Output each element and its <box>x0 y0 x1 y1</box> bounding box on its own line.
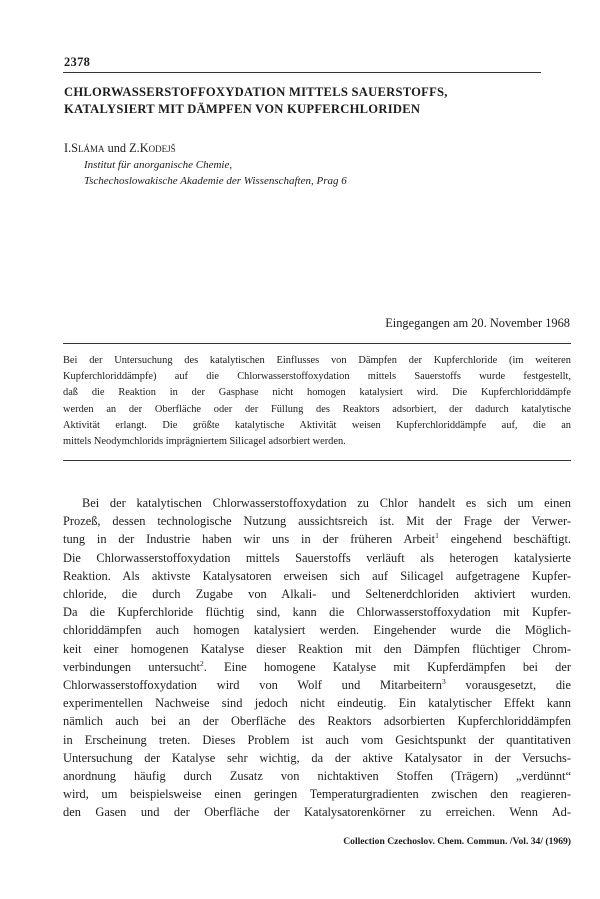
body-text-segment: eingehend beschäftigt. <box>438 532 571 547</box>
authors <box>64 141 176 156</box>
body-text-segment: tung in der Industrie haben wir uns in der früheren Arbeit <box>63 532 436 547</box>
affiliation-line-2: Tschechoslowakische Akademie der Wissenschaften, Prag 6 <box>84 175 347 187</box>
abstract <box>63 353 571 450</box>
body-line: experimentellen Nachweise sind jedoch nicht eindeutig. Ein katalytischer Effekt kann <box>63 696 571 711</box>
page-number: 2378 <box>64 55 91 69</box>
abstract-line: Aktivität erlangt. Die größte katalytische Aktivität weisen Kupferchloriddämpfe auf, die an <box>63 419 571 431</box>
affiliation-line-1: Institut für anorganische Chemie, <box>84 159 233 171</box>
reference-2: 2 <box>199 658 204 668</box>
body-text <box>63 494 571 822</box>
abstract-line: daß die Reaktion in der Gasphase nicht homogen katalysiert wird. Die Kupferchloriddämpfe <box>63 387 571 399</box>
author-1-initial: I. <box>64 141 72 155</box>
body-line: Bei der katalytischen Chlorwasserstoffoxydation zu Chlor handelt es sich um einen <box>82 496 571 510</box>
abstract-bottom-rule <box>63 460 571 461</box>
body-line: Reaktion. Als aktivste Katalysatoren erweisen sich auf Silicagel aufgetragene Kupfer- <box>63 568 571 583</box>
body-line: Prozeß, dessen technologische Nutzung aussichtsreich ist. Mit der Frage der Verwer- <box>63 514 571 529</box>
body-line: Die Chlorwasserstoffoxydation mittels Sauerstoffs verläuft als heterogen katalysierte <box>63 550 571 565</box>
affiliation <box>84 157 347 189</box>
body-line: den Gasen und der Oberfläche der Katalysatorenkörner zu erreichen. Wenn Ad- <box>63 805 571 820</box>
body-line: chloride, die durch Zugabe von Alkali- und Seltenerdchloriden aktiviert wurden. <box>63 587 571 602</box>
body-text-segment: Chlorwasserstoffoxydation wird von Wolf und Mitarbeitern <box>63 678 442 693</box>
title-line-2: KATALYSIERT MIT DÄMPFEN VON KUPFERCHLORIDEN <box>64 102 421 116</box>
body-text-segment: verbindungen untersucht <box>63 659 200 674</box>
article-title <box>64 84 544 118</box>
body-line: nämlich auch bei an der Oberfläche des Reaktors adsorbierten Kupferchloriddämpfen <box>63 714 571 729</box>
body-line <box>63 530 571 548</box>
body-text-segment: vorausgesetzt, die <box>445 678 571 693</box>
body-line: keit einer homogenen Katalyse dieser Reaktion mit den Dämpfen flüchtiger Chrom- <box>63 641 571 656</box>
author-2-name: Kodejš <box>139 141 176 155</box>
author-2-initial: Z. <box>129 141 140 155</box>
reference-3: 3 <box>442 676 446 686</box>
body-text-segment: . Eine homogene Katalyse mit Kupferdämpfen bei der <box>203 659 572 674</box>
abstract-line: werden an der Oberfläche oder der Füllung des Reaktors adsorbiert, der dadurch katalytische <box>63 403 571 415</box>
abstract-line: Kupferchloriddämpfe) auf die Chlorwasserstoffoxydation mittels Sauerstoffs wurde festgestellt, <box>63 371 571 383</box>
journal-citation: Collection Czechoslov. Chem. Commun. /Vol. 34/ (1969) <box>343 836 571 847</box>
abstract-line: Bei der Untersuchung des katalytischen Einflusses von Dämpfen der Kupferchloride (im weiteren <box>63 355 571 366</box>
body-line: chloriddämpfen auch homogen katalysiert werden. Eingehender wurde die Möglich- <box>63 623 571 638</box>
reference-1: 1 <box>435 531 439 541</box>
author-conjunction: und <box>104 141 130 155</box>
body-line: wird, um beispielsweise einen geringen Temperaturgradienten zwischen den reagieren- <box>63 787 571 802</box>
title-line-1: CHLORWASSERSTOFFOXYDATION MITTELS SAUERSTOFFS, <box>64 85 448 99</box>
body-line: in Erscheinung treten. Dieses Problem ist auch vom Gesichtspunkt der quantitativen <box>63 732 571 747</box>
abstract-top-rule <box>63 343 571 344</box>
abstract-line: mittels Neodymchlorids imprägniertem Silicagel adsorbiert werden. <box>63 436 346 448</box>
body-line <box>63 676 571 694</box>
author-1-name: Sláma <box>71 141 105 155</box>
body-line: Untersuchung der Katalyse sehr wichtig, da der aktive Katalysator in der Versuchs- <box>63 750 571 765</box>
header-rule <box>63 72 541 73</box>
body-line <box>63 658 571 676</box>
body-line: anordnung häufig durch Zusatz von nichtaktiven Stoffen (Trägern) „verdünnt“ <box>63 769 571 784</box>
body-line: Da die Kupferchloride flüchtig sind, kann die Chlorwasserstoffoxydation mit Kupfer- <box>63 605 571 620</box>
received-date: Eingegangen am 20. November 1968 <box>385 316 570 330</box>
